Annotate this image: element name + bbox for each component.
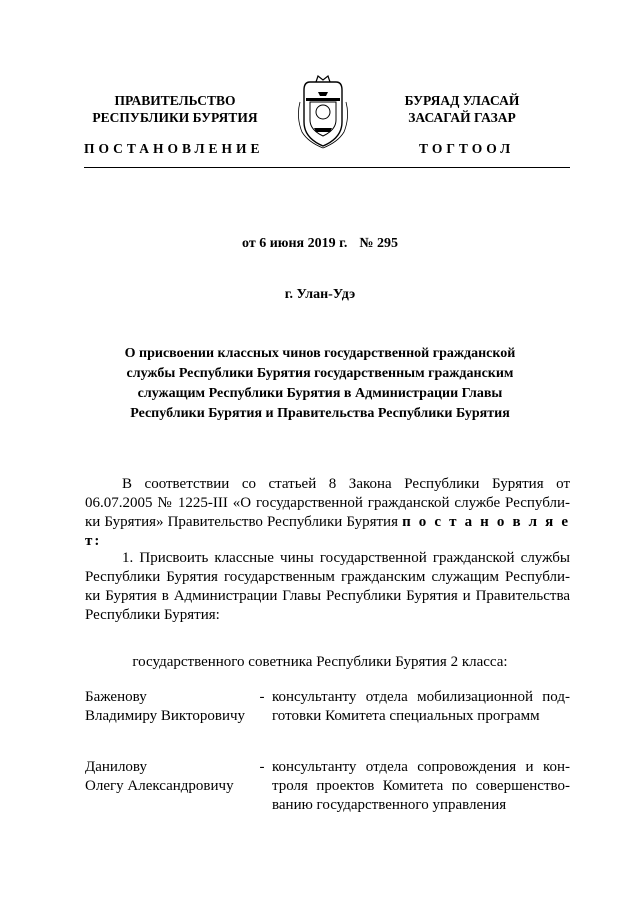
employee-surname: Данилову bbox=[85, 759, 147, 775]
title-line-4: Республики Бурятия и Правительства Республики Бурятия bbox=[130, 406, 510, 421]
header-government-bua bbox=[392, 92, 532, 126]
item1-line-1: 1. Присвоить классные чины государственной гражданской службы bbox=[122, 550, 570, 566]
intro-line-3-text: ки Бурятия» Правительство Республики Бурятия bbox=[85, 514, 398, 530]
item-1-paragraph bbox=[85, 549, 570, 625]
doc-type-ru: ПОСТАНОВЛЕНИЕ bbox=[84, 141, 264, 156]
header-left-line2: РЕСПУБЛИКИ БУРЯТИЯ bbox=[92, 110, 258, 125]
intro-paragraph bbox=[85, 475, 570, 551]
rank-heading: государственного советника Республики Бурятия 2 класса: bbox=[132, 654, 508, 670]
position-line-1: консультанту отдела мобилизационной под- bbox=[272, 689, 570, 705]
intro-line-3 bbox=[85, 513, 570, 551]
header-right-line1: БУРЯАД УЛАСАЙ bbox=[404, 93, 520, 108]
employee-position bbox=[272, 758, 570, 815]
coat-of-arms-icon bbox=[296, 72, 350, 150]
decree-date-line bbox=[0, 236, 640, 252]
header-right-line2: ЗАСАГАЙ ГАЗАР bbox=[408, 110, 516, 125]
item1-line-4: Республики Бурятия: bbox=[85, 607, 220, 623]
position-line-2: троля проектов Комитета по совершенство- bbox=[272, 778, 570, 794]
intro-line-2: 06.07.2005 № 1225-III «О государственной гражданской службе Республи- bbox=[85, 495, 570, 511]
intro-line-1: В соответствии со статьей 8 Закона Республики Бурятия от bbox=[122, 476, 570, 492]
employee-surname: Баженову bbox=[85, 689, 147, 705]
entry-dash: - bbox=[259, 759, 265, 775]
position-line-3: ванию государственного управления bbox=[272, 797, 507, 813]
position-line-2: готовки Комитета специальных программ bbox=[272, 708, 540, 724]
employee-name bbox=[85, 688, 260, 726]
title-line-2: службы Республики Бурятия государственным гражданским bbox=[126, 366, 514, 381]
decree-number: № 295 bbox=[359, 236, 398, 251]
title-line-1: О присвоении классных чинов государственной гражданской bbox=[124, 346, 516, 361]
decree-city: г. Улан-Удэ bbox=[284, 287, 356, 302]
entry-dash: - bbox=[259, 689, 265, 705]
employee-given-names: Олегу Александровичу bbox=[85, 778, 234, 794]
position-line-1: консультанту отдела сопровождения и кон- bbox=[272, 759, 570, 775]
header-government-ru bbox=[70, 92, 280, 126]
header-divider bbox=[84, 167, 570, 168]
doc-type-bua: ТОГТООЛ bbox=[419, 141, 515, 156]
employee-given-names: Владимиру Викторовичу bbox=[85, 708, 246, 724]
employee-position bbox=[272, 688, 570, 726]
employee-name bbox=[85, 758, 260, 796]
item1-line-2: Республики Бурятия государственным гражданским служащим Республи- bbox=[85, 569, 570, 585]
item1-line-3: ки Бурятия в Администрации Главы Республики Бурятия и Правительства bbox=[85, 588, 570, 604]
header-left-line1: ПРАВИТЕЛЬСТВО bbox=[114, 93, 236, 108]
title-line-3: служащим Республики Бурятия в Администрации Главы bbox=[137, 386, 503, 401]
decree-title bbox=[90, 344, 550, 424]
decree-date: от 6 июня 2019 г. bbox=[242, 236, 348, 251]
decree-verb: п о с т а н о в л я е т: bbox=[85, 514, 571, 549]
